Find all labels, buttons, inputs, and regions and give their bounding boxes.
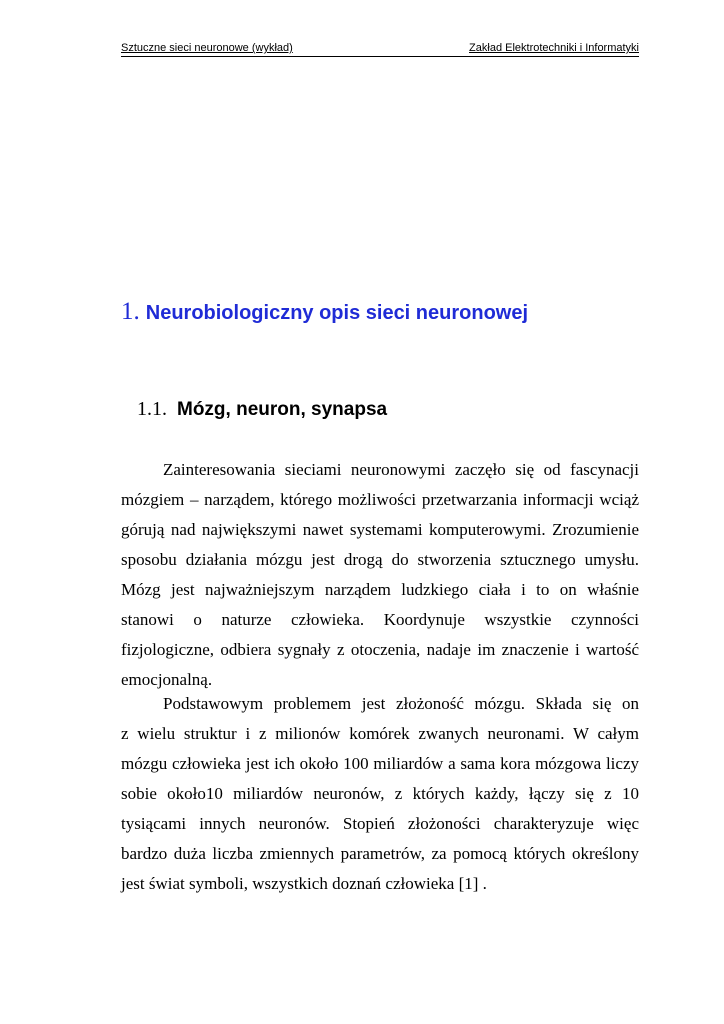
paragraph-line: jest świat symboli, wszystkich doznań człowieka [1] . xyxy=(121,874,487,893)
paragraph-line: Mózg jest najważniejszym narządem ludzkiego ciała i to on właśnie xyxy=(121,580,639,599)
paragraph-line: Zainteresowania sieciami neuronowymi zaczęło się od fascynacji xyxy=(163,460,639,479)
paragraph-line: mózgu człowieka jest ich około 100 miliardów a sama kora mózgowa liczy xyxy=(121,754,639,773)
paragraph-line: górują nad największymi nawet systemami komputerowymi. Zrozumienie xyxy=(121,520,639,539)
header-department: Zakład Elektrotechniki i Informatyki xyxy=(469,42,639,54)
page-header xyxy=(121,42,639,57)
paragraph-line: z wielu struktur i z milionów komórek zwanych neuronami. W całym xyxy=(121,724,639,743)
section-heading xyxy=(137,398,637,421)
chapter-heading xyxy=(121,298,641,326)
paragraph-line: stanowi o naturze człowieka. Koordynuje wszystkie czynności xyxy=(121,610,639,629)
chapter-number: 1. xyxy=(121,298,140,325)
paragraph-line: bardzo duża liczba zmiennych parametrów, za pomocą których określony xyxy=(121,844,639,863)
paragraph-1 xyxy=(121,455,639,695)
paragraph-line: fizjologiczne, odbiera sygnały z otoczenia, nadaje im znaczenie i wartość xyxy=(121,640,639,659)
paragraph-line: sobie około10 miliardów neuronów, z których każdy, łączy się z 10 xyxy=(121,784,639,803)
section-title: Mózg, neuron, synapsa xyxy=(177,399,388,420)
header-course-title: Sztuczne sieci neuronowe (wykład) xyxy=(121,42,293,54)
chapter-title: Neurobiologiczny opis sieci neuronowej xyxy=(145,302,529,324)
paragraph-line: sposobu działania mózgu jest drogą do stworzenia sztucznego umysłu. xyxy=(121,550,639,569)
paragraph-line: emocjonalną. xyxy=(121,670,213,689)
section-number: 1.1. xyxy=(137,398,167,420)
paragraph-line: Podstawowym problemem jest złożoność mózgu. Składa się on xyxy=(163,694,639,713)
paragraph-2 xyxy=(121,689,639,899)
paragraph-line: mózgiem – narządem, którego możliwości przetwarzania informacji wciąż xyxy=(121,490,639,509)
paragraph-line: tysiącami innych neuronów. Stopień złożoności charakteryzuje więc xyxy=(121,814,639,833)
